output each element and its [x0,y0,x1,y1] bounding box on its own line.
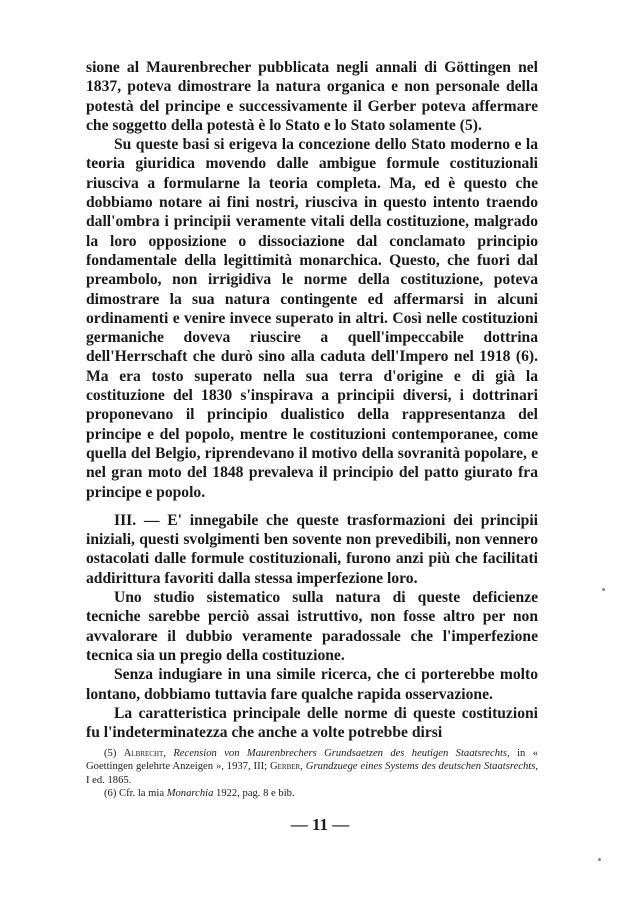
main-text [86,58,538,742]
paragraph-caratteristica: La caratteristica principale delle norme di queste costituzioni fu l'indeterminatezza che anche a volte potrebbe dirsi [86,704,538,742]
paragraph-continuation: sione al Maurenbrecher pubblicata negli annali di Göttingen nel 1837, poteva dimostrare la natura organica e non personale della potestà del principe e successivamente il Gerber poteva affermare che soggetto della potestà è lo Stato e lo Stato solamente (5). [86,59,538,134]
footnotes [86,747,538,801]
footnote-title: Recension von Maurenbrechers Grundsaetzen des heutigen Staatsrechts [173,748,508,759]
footnote-title: Monarchia [166,788,214,800]
footnote-title: Grundzuege eines Systems des deutschen Staatsrechts [305,761,536,773]
footnote-author: Albrecht [123,748,164,759]
paragraph-studio-sistematico: Uno studio sistematico sulla natura di queste deficienze tecniche sarebbe perciò assai istruttivo, non fosse altro per non avvalorare il dubbio veramente paradossale che l'imperfezione tecnica sia un pregio della costituzione. [86,589,538,664]
paragraph-section-iii: III. — E' innegabile che queste trasformazioni dei principii iniziali, questi svolgimenti ben sovente non prevedibili, non vennero ostacolati dalle formule costituzionali, furono anzi più che facilitati addirittura favoriti dalla stessa imperfezione loro. [86,511,538,587]
paragraph-stato-moderno: Su queste basi si erigeva la concezione dello Stato moderno e la teoria giuridica movendo dalle ambigue formule costituzionali riusciva a formularne la teoria completa. Ma, ed è questo che dobbiamo notare ai fini nostri, riusciva in questo intento traendo dall'ombra i principii veramente vitali della costituzione, malgrado la loro opposizione o dissociazione dal conclamato principio fondamentale della legittimità monarchica. Questo, che fuori dal preambolo, non irrigidiva le norme della costituzione, poteva dimostrare la sua natura contingente ed affermarsi in alcuni ordinamenti e venire invece superato in altri. Così nelle costituzioni germaniche doveva riuscire a quell'impeccabile dottrina dell'Herrschaft che durò sino alla caduta dell'Impero nel 1918 (6). Ma era tosto superato nella sua terra d'origine e di già la costituzione del 1830 s'inspirava a principii diversi, i dottrinari proponevano il principio dualistico della rappresentanza del principe e del popolo, mentre le costituzioni contemporanee, come quella del Belgio, riprendevano il motivo della sovranità popolare, e nel gran moto del 1848 prevaleva il principio del patto giurato fra principe e popolo. [86,136,538,501]
paper-speck [602,588,605,591]
footnote-6: (6) Cfr. la mia Monarchia 1922, pag. 8 e bib. [104,788,295,800]
footnote-5: (5) Albrecht, Recension von Maurenbrechers Grundsaetzen des heutigen Staatsrechts, in « Goettingen gelehrte Anzeigen », 1937, III; Gerber, Grundzuege eines Systems des deutschen Staatsrechts, I ed. 1865. [86,748,538,786]
paragraph-senza-indugiare: Senza indugiare in una simile ricerca, che ci porterebbe molto lontano, dobbiamo tuttavia fare qualche rapida osservazione. [86,666,538,703]
footnote-author: Gerber [270,761,301,773]
paper-speck [598,858,601,861]
page-number: — 11 — [290,815,350,834]
